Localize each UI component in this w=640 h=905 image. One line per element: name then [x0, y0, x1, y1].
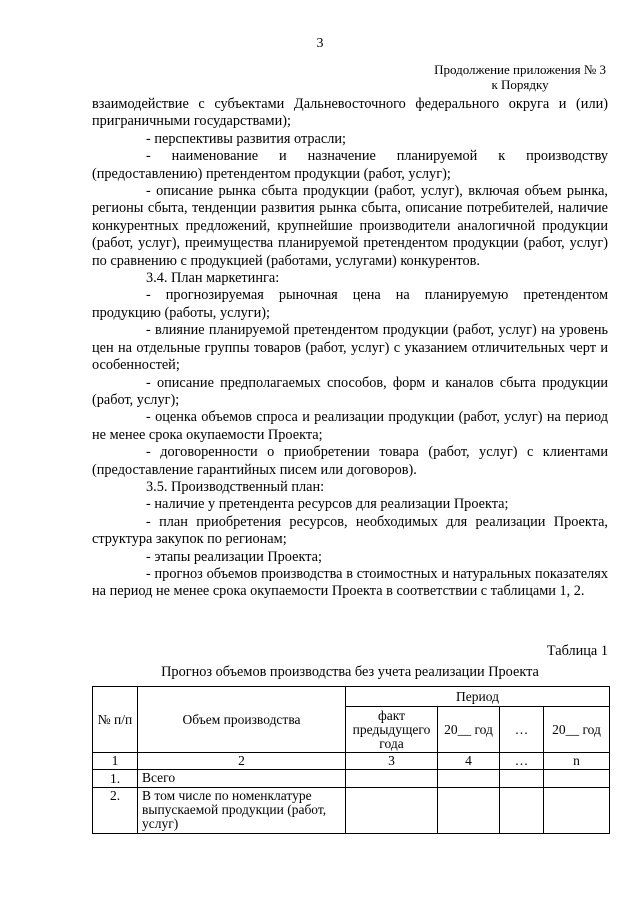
paragraph: - влияние планируемой претендентом продукции (работ, услуг) на уровень цен на отдельные группы товаров (работ, услуг) с указанием отличительных черт и особенностей;	[92, 322, 608, 374]
paragraph: - описание рынка сбыта продукции (работ, услуг), включая объем рынка, регионы сбыта, тенденции развития рынка сбыта, описание потребителей, наличие конкурентных предложений, крупнейшие производители аналогичной продукции (работ, услуг), преимущества планируемой претендентом продукции (работ, услуг) по сравнению с продукцией (работами, услугами) конкурентов.	[92, 183, 608, 269]
paragraph: - прогноз объемов производства в стоимостных и натуральных показателях на период не менее срока окупаемости Проекта в соответствии с таблицами 1, 2.	[92, 565, 608, 600]
paragraph: - наличие у претендента ресурсов для реализации Проекта;	[146, 496, 509, 513]
empty-cell	[438, 788, 500, 834]
table-row	[93, 788, 610, 834]
table-header-row	[93, 687, 610, 707]
empty-cell	[500, 770, 544, 788]
header-fact: факт предыдущего года	[346, 707, 438, 753]
col-number: 1	[93, 753, 138, 770]
col-number: 2	[138, 753, 346, 770]
empty-cell	[346, 788, 438, 834]
empty-cell	[500, 788, 544, 834]
paragraph: - прогнозируемая рыночная цена на планируемую претендентом продукцию (работы, услуги);	[92, 287, 608, 321]
paragraph: - описание предполагаемых способов, форм и каналов сбыта продукции (работ, услуг);	[92, 374, 608, 408]
empty-cell	[544, 788, 610, 834]
header-num: № п/п	[93, 687, 138, 753]
header-period: Период	[346, 687, 610, 707]
paragraph: - план приобретения ресурсов, необходимых для реализации Проекта, структура закупок по регионам;	[92, 513, 608, 548]
paragraph: - оценка объемов спроса и реализации продукции (работ, услуг) на период не менее срока окупаемости Проекта;	[92, 409, 608, 443]
header-year-1: 20__ год	[438, 707, 500, 753]
appendix-line-2: к Порядку	[491, 77, 549, 92]
col-number: n	[544, 753, 610, 770]
col-number: 3	[346, 753, 438, 770]
empty-cell	[438, 770, 500, 788]
forecast-table	[92, 686, 610, 834]
section-heading-3-4: 3.4. План маркетинга:	[146, 270, 280, 287]
header-dots: …	[500, 707, 544, 753]
table-caption: Таблица 1	[546, 643, 608, 659]
column-numbering-row	[93, 753, 610, 770]
body-text	[92, 96, 608, 601]
section-heading-3-5: 3.5. Производственный план:	[146, 478, 325, 495]
empty-cell	[346, 770, 438, 788]
table-row	[93, 770, 610, 788]
paragraph: взаимодействие с субъектами Дальневосточного федерального округа и (или) приграничными государствами);	[92, 96, 608, 130]
row-label: В том числе по номенклатуре выпускаемой продукции (работ, услуг)	[138, 788, 346, 834]
appendix-line-1: Продолжение приложения № 3	[434, 62, 606, 77]
paragraph: - наименование и назначение планируемой к производству (предоставлению) претендентом продукции (работ, услуг);	[92, 148, 608, 182]
col-number: …	[500, 753, 544, 770]
appendix-reference	[434, 62, 606, 92]
row-num: 1.	[93, 770, 138, 788]
header-volume: Объем производства	[138, 687, 346, 753]
paragraph: - перспективы развития отрасли;	[146, 130, 346, 147]
row-num: 2.	[93, 788, 138, 834]
paragraph: - договоренности о приобретении товара (работ, услуг) с клиентами (предоставление гарантийных писем или договоров).	[92, 444, 608, 478]
paragraph: - этапы реализации Проекта;	[146, 548, 322, 565]
table-title: Прогноз объемов производства без учета реализации Проекта	[161, 664, 539, 680]
page-number: 3	[316, 36, 324, 51]
header-year-n: 20__ год	[544, 707, 610, 753]
col-number: 4	[438, 753, 500, 770]
row-label: Всего	[138, 770, 346, 788]
empty-cell	[544, 770, 610, 788]
